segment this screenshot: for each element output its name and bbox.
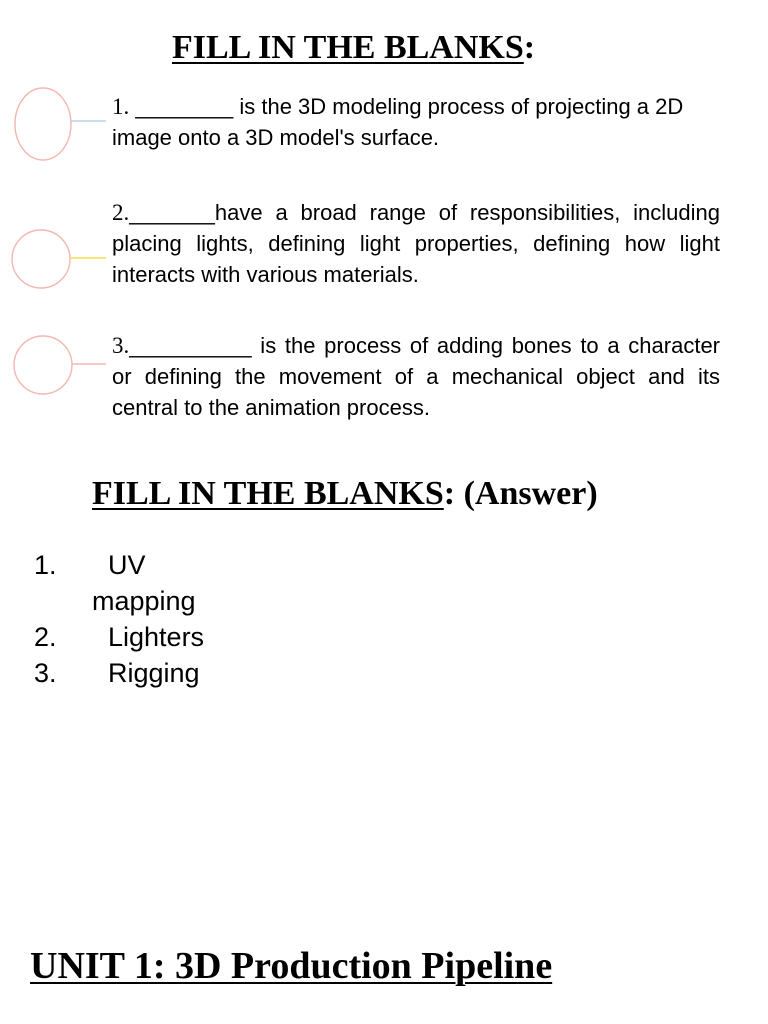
page-title-colon: : <box>523 29 536 66</box>
answer-number: 1. <box>34 550 57 580</box>
annotation-marker-1 <box>12 86 108 166</box>
marker-circle-icon <box>12 230 70 288</box>
answer-text: UV <box>108 550 146 580</box>
marker-circle-icon <box>15 88 71 160</box>
question-text: have a broad range of responsibilities, including placing lights, defining light properties, defining how light interacts with various materials. <box>112 200 720 287</box>
question-1 <box>112 91 720 153</box>
question-number: 2. <box>112 200 130 225</box>
marker-circle-icon <box>14 336 72 394</box>
answer-item-1-continuation: mapping <box>92 586 196 616</box>
answer-title-suffix: : (Answer) <box>443 475 598 512</box>
unit-title <box>30 944 552 988</box>
answer-number: 3. <box>34 658 57 688</box>
question-blank: ________ <box>129 94 240 119</box>
annotation-marker-3 <box>12 334 108 398</box>
question-3 <box>112 330 720 423</box>
answer-item-3 <box>34 655 204 691</box>
answer-item-2 <box>34 619 204 655</box>
answer-text: Rigging <box>108 658 200 688</box>
question-blank: _______ <box>129 200 215 225</box>
answer-list <box>34 547 204 691</box>
answer-number: 2. <box>34 622 57 652</box>
unit-title-text: UNIT 1: 3D Production Pipeline <box>30 945 553 987</box>
page-title <box>172 29 535 67</box>
question-number: 1. <box>112 94 130 119</box>
question-blank: __________ <box>129 333 252 358</box>
answer-section-title <box>92 475 598 513</box>
question-2 <box>112 197 720 290</box>
question-text: is the 3D modeling process of projecting a 2D image onto a 3D model's surface. <box>112 94 684 150</box>
page-title-text: FILL IN THE BLANKS <box>172 29 524 66</box>
answer-title-text: FILL IN THE BLANKS <box>92 475 444 512</box>
answer-text: Lighters <box>108 622 205 652</box>
answer-item-1 <box>34 547 204 583</box>
question-number: 3. <box>112 333 130 358</box>
question-text: is the process of adding bones to a character or defining the movement of a mechanical object and its central to the animation process. <box>112 333 720 420</box>
annotation-marker-2 <box>10 228 110 292</box>
